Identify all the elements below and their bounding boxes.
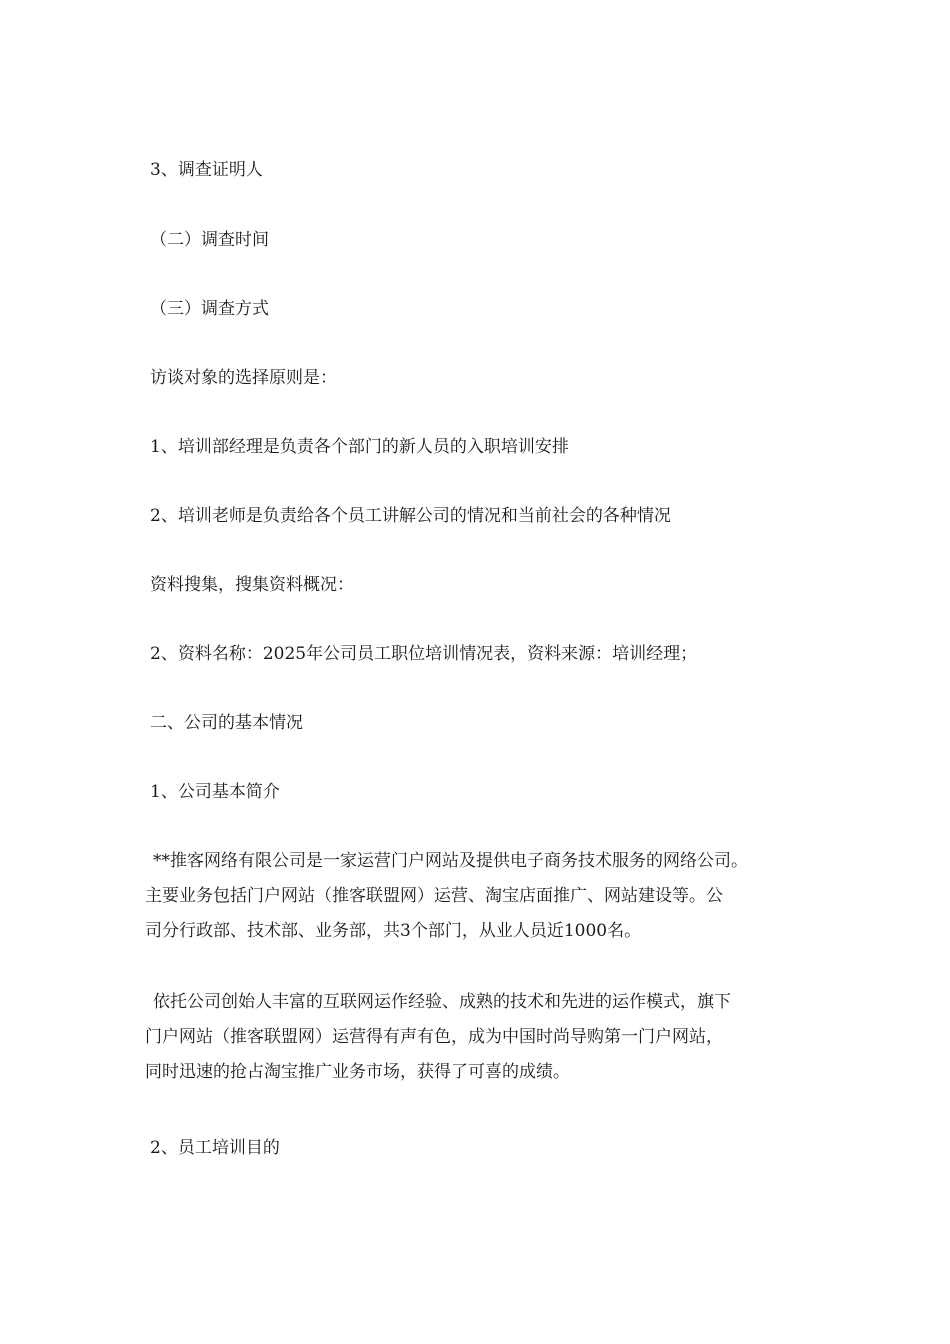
paragraph-line: 司分行政部、技术部、业务部，共3个部门，从业人员近1000名。 [145,921,642,941]
paragraph-line: 门户网站（推客联盟网）运营得有声有色，成为中国时尚导购第一门户网站， [145,1027,723,1047]
line-data-name: 2、资料名称：2025年公司员工职位培训情况表，资料来源：培训经理； [150,644,698,664]
line-investigation-method: （三）调查方式 [150,299,269,319]
line-training-manager: 1、培训部经理是负责各个部门的新人员的入职培训安排 [150,437,569,457]
subheading-company-intro: 1、公司基本简介 [150,782,280,802]
line-investigation-time: （二）调查时间 [150,230,269,250]
subheading-training-purpose: 2、员工培训目的 [150,1138,280,1158]
paragraph-line: 依托公司创始人丰富的互联网运作经验、成熟的技术和先进的运作模式，旗下 [153,992,731,1012]
line-investigation-witness: 3、调查证明人 [150,160,263,180]
line-interview-principle: 访谈对象的选择原则是： [150,368,337,388]
line-training-teacher: 2、培训老师是负责给各个员工讲解公司的情况和当前社会的各种情况 [150,506,671,526]
paragraph-line: 主要业务包括门户网站（推客联盟网）运营、淘宝店面推广、网站建设等。公 [145,886,723,906]
paragraph-company-development [145,985,825,1090]
paragraph-line: 同时迅速的抢占淘宝推广业务市场，获得了可喜的成绩。 [145,1062,570,1082]
paragraph-line: **推客网络有限公司是一家运营门户网站及提供电子商务技术服务的网络公司。 [153,851,748,871]
line-data-collection: 资料搜集，搜集资料概况： [150,575,354,595]
section-heading-company-basics: 二、公司的基本情况 [150,713,303,733]
paragraph-company-intro [145,844,825,949]
